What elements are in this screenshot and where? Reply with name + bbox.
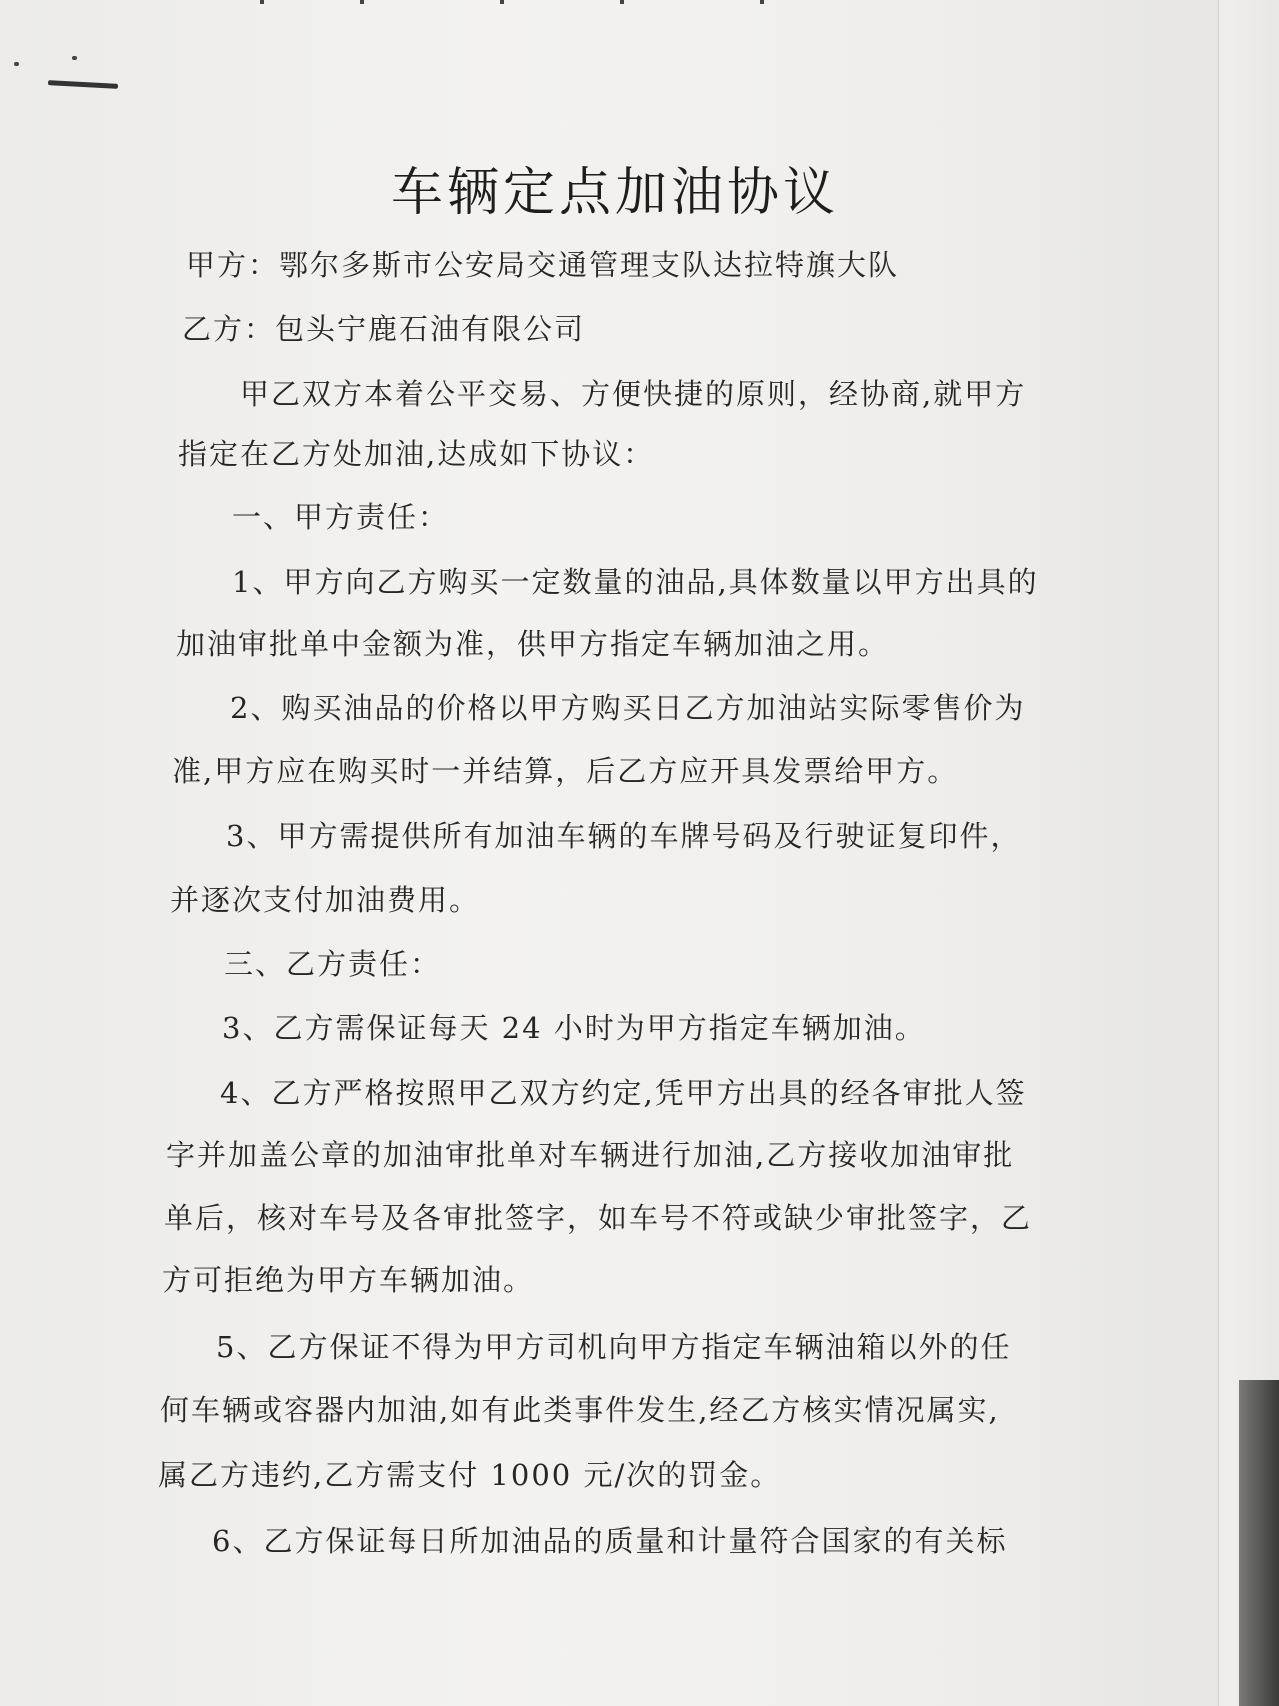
clause-1-line-1: 1、甲方向乙方购买一定数量的油品,具体数量以甲方出具的 xyxy=(232,565,1039,599)
clause-1-line-2: 加油审批单中金额为准，供甲方指定车辆加油之用。 xyxy=(176,627,890,661)
clause-5-line-2: 何车辆或容器内加油,如有此类事件发生,经乙方核实情况属实, xyxy=(160,1393,1000,1427)
clause-4-line-2: 字并加盖公章的加油审批单对车辆进行加油,乙方接收加油审批 xyxy=(166,1138,1015,1172)
intro-line-1: 甲乙双方本着公平交易、方便快捷的原则，经协商,就甲方 xyxy=(240,377,1027,411)
section-heading-party-b: 三、乙方责任： xyxy=(224,947,442,981)
clause-2-line-2: 准,甲方应在购买时一并结算，后乙方应开具发票给甲方。 xyxy=(172,754,959,788)
ink-dot xyxy=(14,62,19,66)
ink-dot xyxy=(72,56,77,60)
clause-4-line-1: 4、乙方严格按照甲乙双方约定,凭甲方出具的经各审批人签 xyxy=(220,1076,1027,1110)
clause-4-line-3: 单后，核对车号及各审批签字，如车号不符或缺少审批签字，乙 xyxy=(164,1201,1033,1235)
clause-3a-line-2: 并逐次支付加油费用。 xyxy=(170,883,481,917)
clause-2-line-1: 2、购买油品的价格以甲方购买日乙方加油站实际零售价为 xyxy=(230,691,1026,725)
clause-4-line-4: 方可拒绝为甲方车辆加油。 xyxy=(162,1263,535,1297)
top-bleed-marks xyxy=(200,0,800,6)
clause-3b-line-1: 3、乙方需保证每天 24 小时为甲方指定车辆加油。 xyxy=(222,1011,926,1045)
clause-3a-line-1: 3、甲方需提供所有加油车辆的车牌号码及行驶证复印件， xyxy=(226,819,1022,853)
intro-line-2: 指定在乙方处加油,达成如下协议： xyxy=(178,437,655,471)
document-title: 车辆定点加油协议 xyxy=(390,163,839,223)
handwritten-stroke xyxy=(48,80,118,89)
party-b: 乙方：包头宁鹿石油有限公司 xyxy=(182,312,586,346)
party-a: 甲方：鄂尔多斯市公安局交通管理支队达拉特旗大队 xyxy=(186,248,900,282)
clause-6-line-1: 6、乙方保证每日所加油品的质量和计量符合国家的有关标 xyxy=(212,1524,1008,1558)
clause-5-line-3: 属乙方违约,乙方需支付 1000 元/次的罚金。 xyxy=(158,1458,782,1492)
background-shadow xyxy=(1239,1380,1279,1706)
section-heading-party-a: 一、甲方责任： xyxy=(232,500,450,534)
clause-5-line-1: 5、乙方保证不得为甲方司机向甲方指定车辆油箱以外的任 xyxy=(216,1330,1012,1364)
